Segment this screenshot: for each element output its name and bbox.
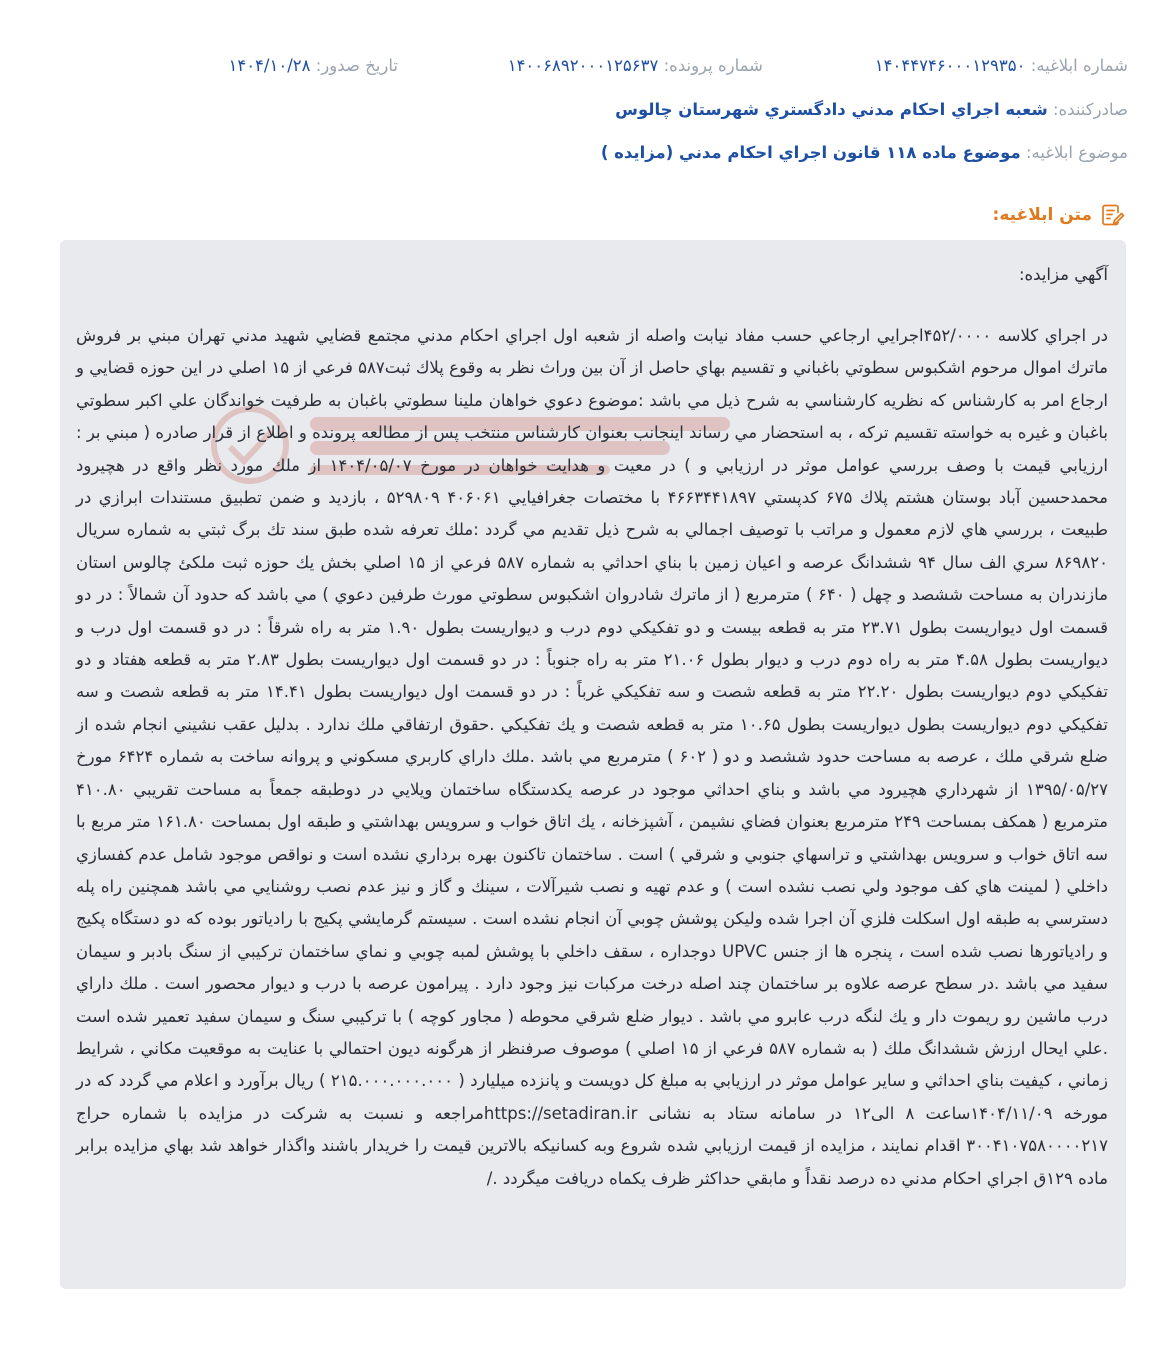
header-meta-row: [46, 56, 1128, 82]
notice-number-label: شماره ابلاغیه:: [1030, 56, 1128, 75]
case-number-value: ۱۴۰۰۶۸۹۲۰۰۰۱۲۵۶۳۷: [507, 56, 659, 75]
notice-body-text: در اجراي كلاسه ۴۵۲/۰۰۰۰اجرايي ارجاعي حسب مفاد نيابت واصله از شعبه اول اجراي احكام مدني مجتمع قضايي شهيد مدني تهران مبني بر فروش ماترك اموال مرحوم اشكبوس سطوتي باغباني و تقسيم بهاي حاصل از آن بين وراث نظر به وقوع پلاك ثبت۵۸۷ فرعي از ۱۵ اصلي در اين حوزه قضايي و ارجاع امر به كارشناس كه نظريه كارشناسي به شرح ذيل مي باشد :موضوع دعوي خواهان ملينا سطوتي باغبان به طرفيت خواندگان علي اكبر سطوتي باغبان و غيره به خواسته تقسيم تركه ، به استحضار مي رساند اينجانب بعنوان كارشناس منتخب پس از مطالعه پرونده و اطلاع از قرار صادره ( مبني بر : ارزيابي قيمت با وصف بررسي عوامل موثر در ارزيابي و ) در معيت و هدايت خواهان در مورخ ۱۴۰۴/۰۵/۰۷ از ملك مورد نظر واقع در هچيرود محمدحسين آباد بوستان هشتم پلاك ۶۷۵ كدپستي ۴۶۶۳۴۴۱۸۹۷ با مختصات جغرافيايي ۴۰۶۰۶۱ ۵۲۹۸۰۹ ، بازديد و ضمن تطبيق مستندات ابرازي در طبيعت ، بررسي هاي لازم معمول و مراتب با توصيف اجمالي به شرح ذيل تقديم مي گردد :ملك تعرفه شده طبق سند تك برگ ثبتي به شماره سريال ۸۶۹۸۲۰ سري الف سال ۹۴ ششدانگ عرصه و اعيان زمين با بناي احداثي به شماره ۵۸۷ فرعي از ۱۵ اصلي بخش يك حوزه ثبت ملكئ چالوس استان مازندران به مساحت ششصد و چهل ( ۶۴۰ ) مترمربع ( از ماترك شادروان اشكبوس سطوتي مورث طرفين دعوي ) مي باشد كه حدود آن شمالاً : در دو قسمت اول ديواريست بطول ۲۳.۷۱ متر به قطعه بيست و دو تفكيكي دوم درب و ديواريست بطول ۱.۹۰ متر به راه شرقاً : در دو قسمت اول درب و ديواريست بطول ۴.۵۸ متر به راه دوم درب و ديوار بطول ۲۱.۰۶ متر به راه جنوباً : در دو قسمت اول ديواريست بطول ۲.۸۳ متر به قطعه هفتاد و دو تفكيكي دوم ديواريست بطول ۲۲.۲۰ متر به قطعه شصت و سه تفكيكي غرباً : در دو قسمت اول ديواريست بطول ۱۴.۴۱ متر به قطعه شصت و سه تفكيكي دوم ديواريست بطول ديواريست بطول ۱۰.۶۵ متر به قطعه شصت و يك تفكيكي .حقوق ارتفاقي ملك ندارد . بدليل عقب نشيني انجام شده از ضلع شرقي ملك ، عرصه به مساحت حدود ششصد و دو ( ۶۰۲ ) مترمربع مي باشد .ملك داراي كاربري مسكوني و پروانه ساخت به شماره ۶۴۲۴ مورخ ۱۳۹۵/۰۵/۲۷ از شهرداري هچيرود مي باشد و بناي احداثي موجود در عرصه يكدستگاه ساختمان ويلايي در دوطبقه جمعاً به مساحت تقريبي ۴۱۰.۸۰ مترمربع ( همكف بمساحت ۲۴۹ مترمربع بعنوان فضاي نشيمن ، آشپزخانه ، يك اتاق خواب و سرويس بهداشتي و طبقه اول بمساحت ۱۶۱.۸۰ متر مربع با سه اتاق خواب و سرويس بهداشتي و تراسهاي جنوبي و شرقي ) است . ساختمان تاكنون بهره برداري نشده است و نواقص موجود شامل عدم كفسازي داخلي ( لمينت هاي كف موجود ولي نصب نشده است ) و عدم تهيه و نصب شيرآلات ، سينك و گاز و نيز عدم نصب روشنايي مي باشد همچنين راه پله دسترسي به طبقه اول اسكلت فلزي آن اجرا شده وليكن پوشش چوبي آن انجام نشده است . سيستم گرمايشي پكيج با رادياتور بوده كه دو دستگاه پكيج و رادياتورها نصب شده است ، پنجره ها از جنس UPVC دوجداره ، سقف داخلي با پوشش لمبه چوبي و نماي ساختمان تركيبي از سنگ بادبر و سيمان سفيد مي باشد .در سطح عرصه علاوه بر ساختمان چند اصله درخت مركبات نيز وجود دارد . پيرامون عرصه با درب و ديوار محصور است . ملك داراي درب ماشين رو ريموت دار و يك لنگه درب عابرو مي باشد . ديوار ضلع شرقي محوطه ( مجاور كوچه ) با تركيبي سنگ و سيمان سفيد تعمير شده است .علي ايحال ارزش ششدانگ ملك ( به شماره ۵۸۷ فرعي از ۱۵ اصلي ) موصوف صرفنظر از هرگونه ديون احتمالي با عنايت به موقعيت مكاني ، شرايط زماني ، كيفيت بناي احداثي و ساير عوامل موثر در ارزيابي به مبلغ كل دويست و پانزده ميليارد ( ۲۱۵.۰۰۰.۰۰۰.۰۰۰ ) ريال برآورد و اعلام مي گردد كه در مورخه ۱۴۰۴/۱۱/۰۹ساعت ۸ الی۱۲ در سامانه ستاد به نشانی https://setadiran.irمراجعه و نسبت به شركت در مزايده با شماره حراج ۳۰۰۴۱۰۷۵۸۰۰۰۰۲۱۷ اقدام نمايند ، مزايده از قيمت ارزيابي شده شروع وبه كسانيكه بالاترين قيمت را خريدار باشند واگذار خواهد شد بهاي مزايده برابر ماده ۱۲۹ق اجراي احكام مدني ده درصد نقداً و مابقي حداكثر ظرف يكماه دريافت ميگردد ./: [76, 326, 1109, 1188]
subject-value: موضوع ماده ۱۱۸ قانون اجراي احكام مدني (مزايده ): [600, 143, 1021, 162]
issue-date: [228, 56, 398, 75]
notice-number-value: ۱۴۰۴۴۷۴۶۰۰۰۱۲۹۳۵۰: [874, 56, 1026, 75]
issue-date-value: ۱۴۰۴/۱۰/۲۸: [228, 56, 311, 75]
issuer-line: [46, 100, 1128, 119]
issuer-value: شعبه اجراي احكام مدني دادگستري شهرستان چالوس: [615, 100, 1048, 119]
notice-heading: آگهي مزايده:: [1018, 265, 1108, 284]
document-edit-icon: [1100, 202, 1126, 228]
notice-text-heading: [993, 202, 1126, 228]
issuer-label: صادرکننده:: [1052, 100, 1128, 119]
subject-line: [46, 143, 1128, 162]
notice-number: [875, 56, 1128, 75]
notice-text-title: متن ابلاغیه:: [992, 205, 1092, 225]
case-number: [508, 56, 763, 75]
notice-body-box: [60, 240, 1126, 1289]
case-number-label: شماره پرونده:: [663, 56, 763, 75]
subject-label: موضوع ابلاغیه:: [1025, 143, 1128, 162]
issue-date-label: تاریخ صدور:: [315, 56, 398, 75]
